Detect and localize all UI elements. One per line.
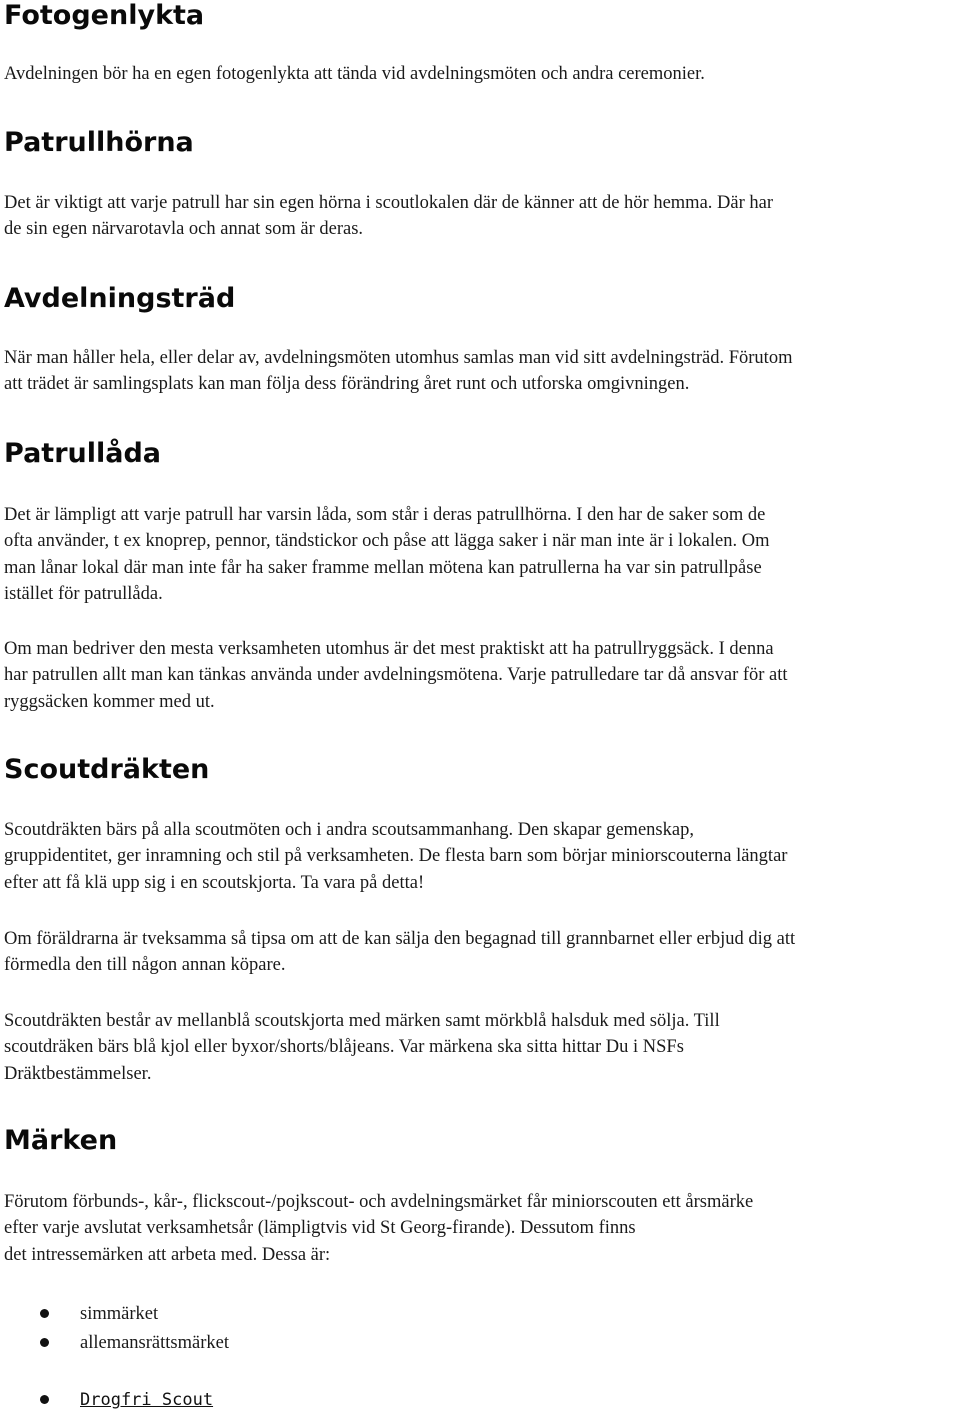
heading-patrullada: Patrullåda bbox=[4, 438, 162, 469]
text-line: Dräktbestämmelser. bbox=[4, 1063, 152, 1084]
text-line: förmedla den till någon annan köpare. bbox=[4, 955, 286, 976]
paragraph-patrullada-2 bbox=[4, 636, 958, 715]
text-line: det intressemärken att arbeta med. Dessa är: bbox=[4, 1244, 331, 1265]
text-line: När man håller hela, eller delar av, avdelningsmöten utomhus samlas man vid sitt avdelningsträd. Förutom bbox=[4, 348, 793, 368]
paragraph-scoutdrakten-1 bbox=[4, 817, 958, 896]
bullet-icon bbox=[40, 1338, 49, 1347]
text-line: efter att få klä upp sig i en scoutskjorta. Ta vara på detta! bbox=[4, 872, 425, 893]
text-line: har patrullen allt man kan tänkas använda under avdelningsmötena. Varje patrulledare tar då ansvar för att bbox=[4, 665, 788, 686]
bullet-icon bbox=[40, 1309, 49, 1318]
paragraph-marken bbox=[4, 1189, 958, 1268]
text-line: Scoutdräkten består av mellanblå scoutskjorta med märken samt mörkblå halsduk med sölja. Till bbox=[4, 1011, 720, 1031]
text-line: Om man bedriver den mesta verksamheten utomhus är det mest praktiskt att ha patrullryggsäck. I denna bbox=[4, 639, 774, 659]
text-line: man lånar lokal där man inte får ha saker framme mellan mötena kan patrullerna ha var sin patrullpåse bbox=[4, 557, 762, 578]
text-line: Det är viktigt att varje patrull har sin egen hörna i scoutlokalen där de känner att de hör hemma. Där har bbox=[4, 193, 774, 213]
list-item-label: simmärket bbox=[80, 1304, 159, 1324]
text-line: Förutom förbunds-, kår-, flickscout-/pojkscout- och avdelningsmärket får miniorscouten ett årsmärke bbox=[4, 1192, 754, 1212]
paragraph-avdelningstrad bbox=[4, 345, 958, 398]
list-item-label: allemansrättsmärket bbox=[80, 1333, 229, 1353]
text-line: ofta använder, t ex knoprep, pennor, tändstickor och påse att lägga saker i när man inte är i lokalen. Om bbox=[4, 531, 770, 552]
text-line: Avdelningen bör ha en egen fotogenlykta att tända vid avdelningsmöten och andra ceremonier. bbox=[4, 64, 705, 84]
text-line: de sin egen närvarotavla och annat som är deras. bbox=[4, 219, 364, 240]
text-line: ryggsäcken kommer med ut. bbox=[4, 691, 215, 712]
text-line: Det är lämpligt att varje patrull har varsin låda, som står i deras patrullhörna. I den har de saker som de bbox=[4, 505, 766, 525]
list-item-label-wrapper bbox=[80, 1387, 213, 1413]
paragraph-scoutdrakten-3 bbox=[4, 1008, 958, 1087]
text-line: Scoutdräkten bärs på alla scoutmöten och i andra scoutsammanhang. Den skapar gemenskap, bbox=[4, 820, 694, 840]
paragraph-scoutdrakten-2 bbox=[4, 926, 958, 979]
heading-avdelningstrad: Avdelningsträd bbox=[4, 283, 236, 314]
heading-patrullhorna: Patrullhörna bbox=[4, 127, 194, 158]
text-line: istället för patrullåda. bbox=[4, 584, 163, 605]
paragraph-fotogenlykta bbox=[4, 61, 958, 87]
heading-marken: Märken bbox=[4, 1125, 118, 1156]
text-line: gruppidentitet, ger inramning och stil på verksamheten. De flesta barn som börjar miniorscouterna längtar bbox=[4, 846, 788, 867]
paragraph-patrullada-1 bbox=[4, 502, 958, 608]
text-line: efter varje avslutat verksamhetsår (lämpligtvis vid St Georg-firande). Dessutom finns bbox=[4, 1218, 636, 1239]
text-line: Om föräldrarna är tveksamma så tipsa om att de kan sälja den begagnad till grannbarnet eller erbjud dig att bbox=[4, 929, 796, 949]
drogfri-scout-link[interactable]: Drogfri Scout bbox=[80, 1390, 214, 1410]
paragraph-patrullhorna bbox=[4, 190, 958, 243]
text-line: scoutdräken bärs blå kjol eller byxor/shorts/blåjeans. Var märkena ska sitta hittar Du i NSFs bbox=[4, 1037, 684, 1058]
text-line: att trädet är samlingsplats kan man följa dess förändring året runt och utforska omgivningen. bbox=[4, 374, 690, 395]
bullet-icon bbox=[40, 1395, 49, 1404]
heading-scoutdrakten: Scoutdräkten bbox=[4, 754, 210, 785]
heading-fotogenlykta: Fotogenlykta bbox=[4, 0, 205, 31]
